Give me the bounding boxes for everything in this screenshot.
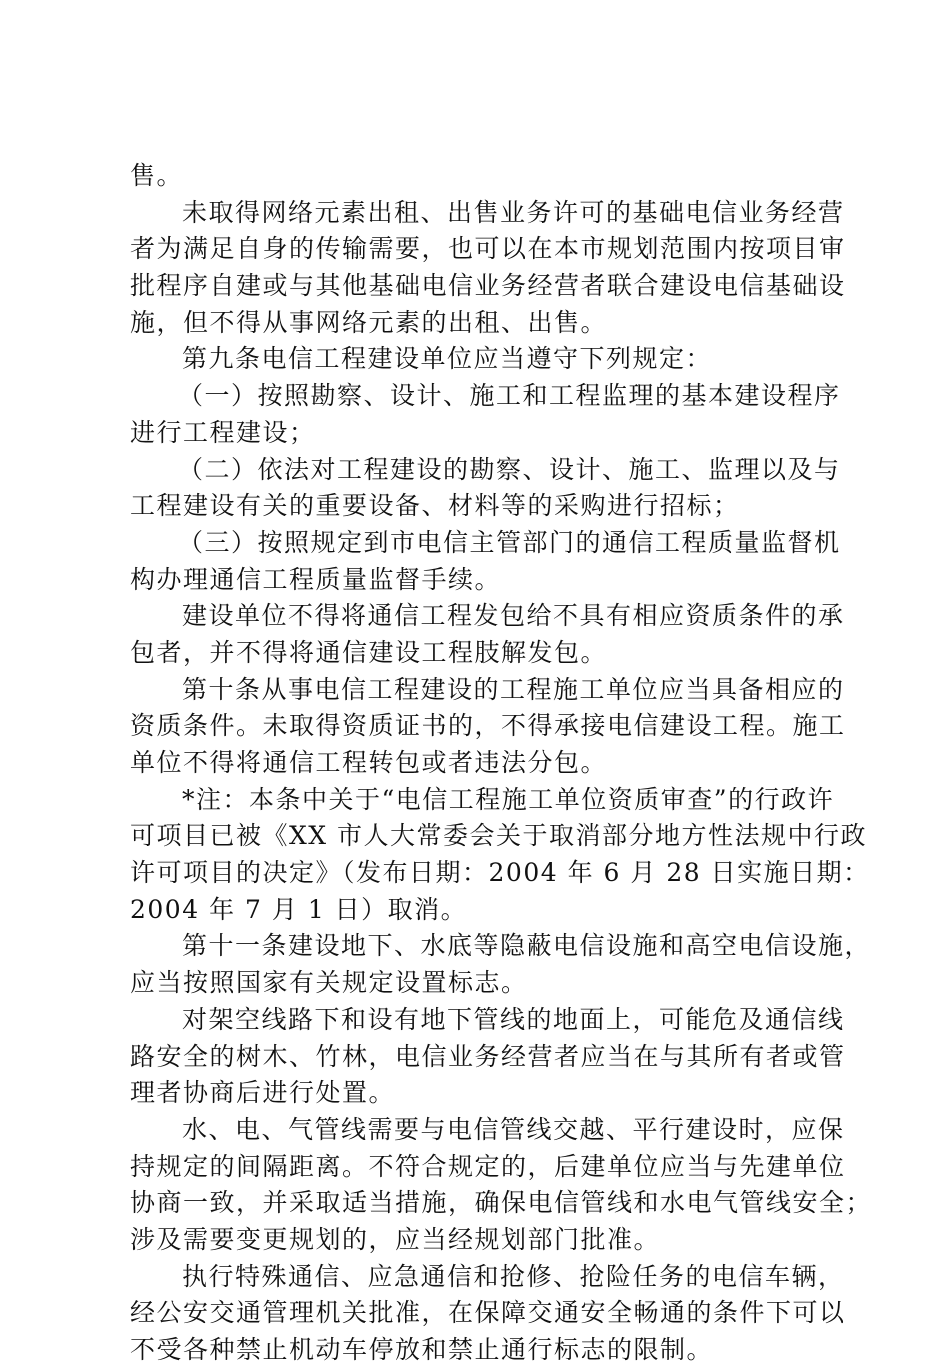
text-line: 包者，并不得将通信建设工程肢解发包。 bbox=[130, 637, 608, 667]
text-line: 水、电、气管线需要与电信管线交越、平行建设时，应保 bbox=[182, 1114, 845, 1144]
text-line: 执行特殊通信、应急通信和抢修、抢险任务的电信车辆， bbox=[182, 1261, 845, 1291]
text-line: （二）依法对工程建设的勘察、设计、施工、监理以及与 bbox=[178, 454, 841, 484]
text-line: 构办理通信工程质量监督手续。 bbox=[130, 564, 502, 594]
document-page bbox=[130, 158, 873, 1369]
text-line: 应当按照国家有关规定设置标志。 bbox=[130, 968, 528, 998]
text-line: 者为满足自身的传输需要，也可以在本市规划范围内按项目审 bbox=[130, 234, 846, 264]
note-line: *注：本条中关于“电信工程施工单位资质审查”的行政许 bbox=[182, 784, 835, 814]
article-11-heading: 第十一条建设地下、水底等隐蔽电信设施和高空电信设施， bbox=[182, 931, 872, 961]
text-line: 经公安交通管理机关批准，在保障交通安全畅通的条件下可以 bbox=[130, 1298, 846, 1328]
text-line: 售。 bbox=[130, 161, 184, 190]
note-line: 许可项目的决定》（发布日期：2004 年 6 月 28 日实施日期： bbox=[130, 858, 870, 888]
text-line: 对架空线路下和设有地下管线的地面上，可能危及通信线 bbox=[182, 1004, 845, 1034]
text-line: 不受各种禁止机动车停放和禁止通行标志的限制。 bbox=[130, 1335, 714, 1364]
text-line: 协商一致，并采取适当措施，确保电信管线和水电气管线安全； bbox=[130, 1188, 873, 1218]
text-line: 持规定的间隔距离。不符合规定的，后建单位应当与先建单位 bbox=[130, 1151, 846, 1181]
text-line: 路安全的树木、竹林，电信业务经营者应当在与其所有者或管 bbox=[130, 1041, 846, 1071]
text-line: 涉及需要变更规划的，应当经规划部门批准。 bbox=[130, 1224, 661, 1254]
text-line: 施，但不得从事网络元素的出租、出售。 bbox=[130, 307, 608, 337]
text-line: 工程建设有关的重要设备、材料等的采购进行招标； bbox=[130, 491, 740, 521]
text-line: 未取得网络元素出租、出售业务许可的基础电信业务经营 bbox=[182, 197, 845, 227]
text-line: 进行工程建设； bbox=[130, 417, 316, 447]
text-line: 资质条件。未取得资质证书的，不得承接电信建设工程。施工 bbox=[130, 711, 846, 741]
note-line: 可项目已被《XX 市人大常委会关于取消部分地方性法规中行政 bbox=[130, 821, 868, 851]
text-line: （一）按照勘察、设计、施工和工程监理的基本建设程序 bbox=[178, 381, 841, 411]
article-9-heading: 第九条电信工程建设单位应当遵守下列规定： bbox=[182, 344, 713, 374]
text-line: 理者协商后进行处置。 bbox=[130, 1078, 396, 1108]
article-10-heading: 第十条从事电信工程建设的工程施工单位应当具备相应的 bbox=[182, 674, 845, 704]
text-line: （三）按照规定到市电信主管部门的通信工程质量监督机 bbox=[178, 527, 841, 557]
note-line: 2004 年 7 月 1 日）取消。 bbox=[130, 894, 468, 924]
text-line: 单位不得将通信工程转包或者违法分包。 bbox=[130, 748, 608, 777]
text-line: 建设单位不得将通信工程发包给不具有相应资质条件的承 bbox=[182, 601, 845, 631]
text-line: 批程序自建或与其他基础电信业务经营者联合建设电信基础设 bbox=[130, 271, 846, 301]
